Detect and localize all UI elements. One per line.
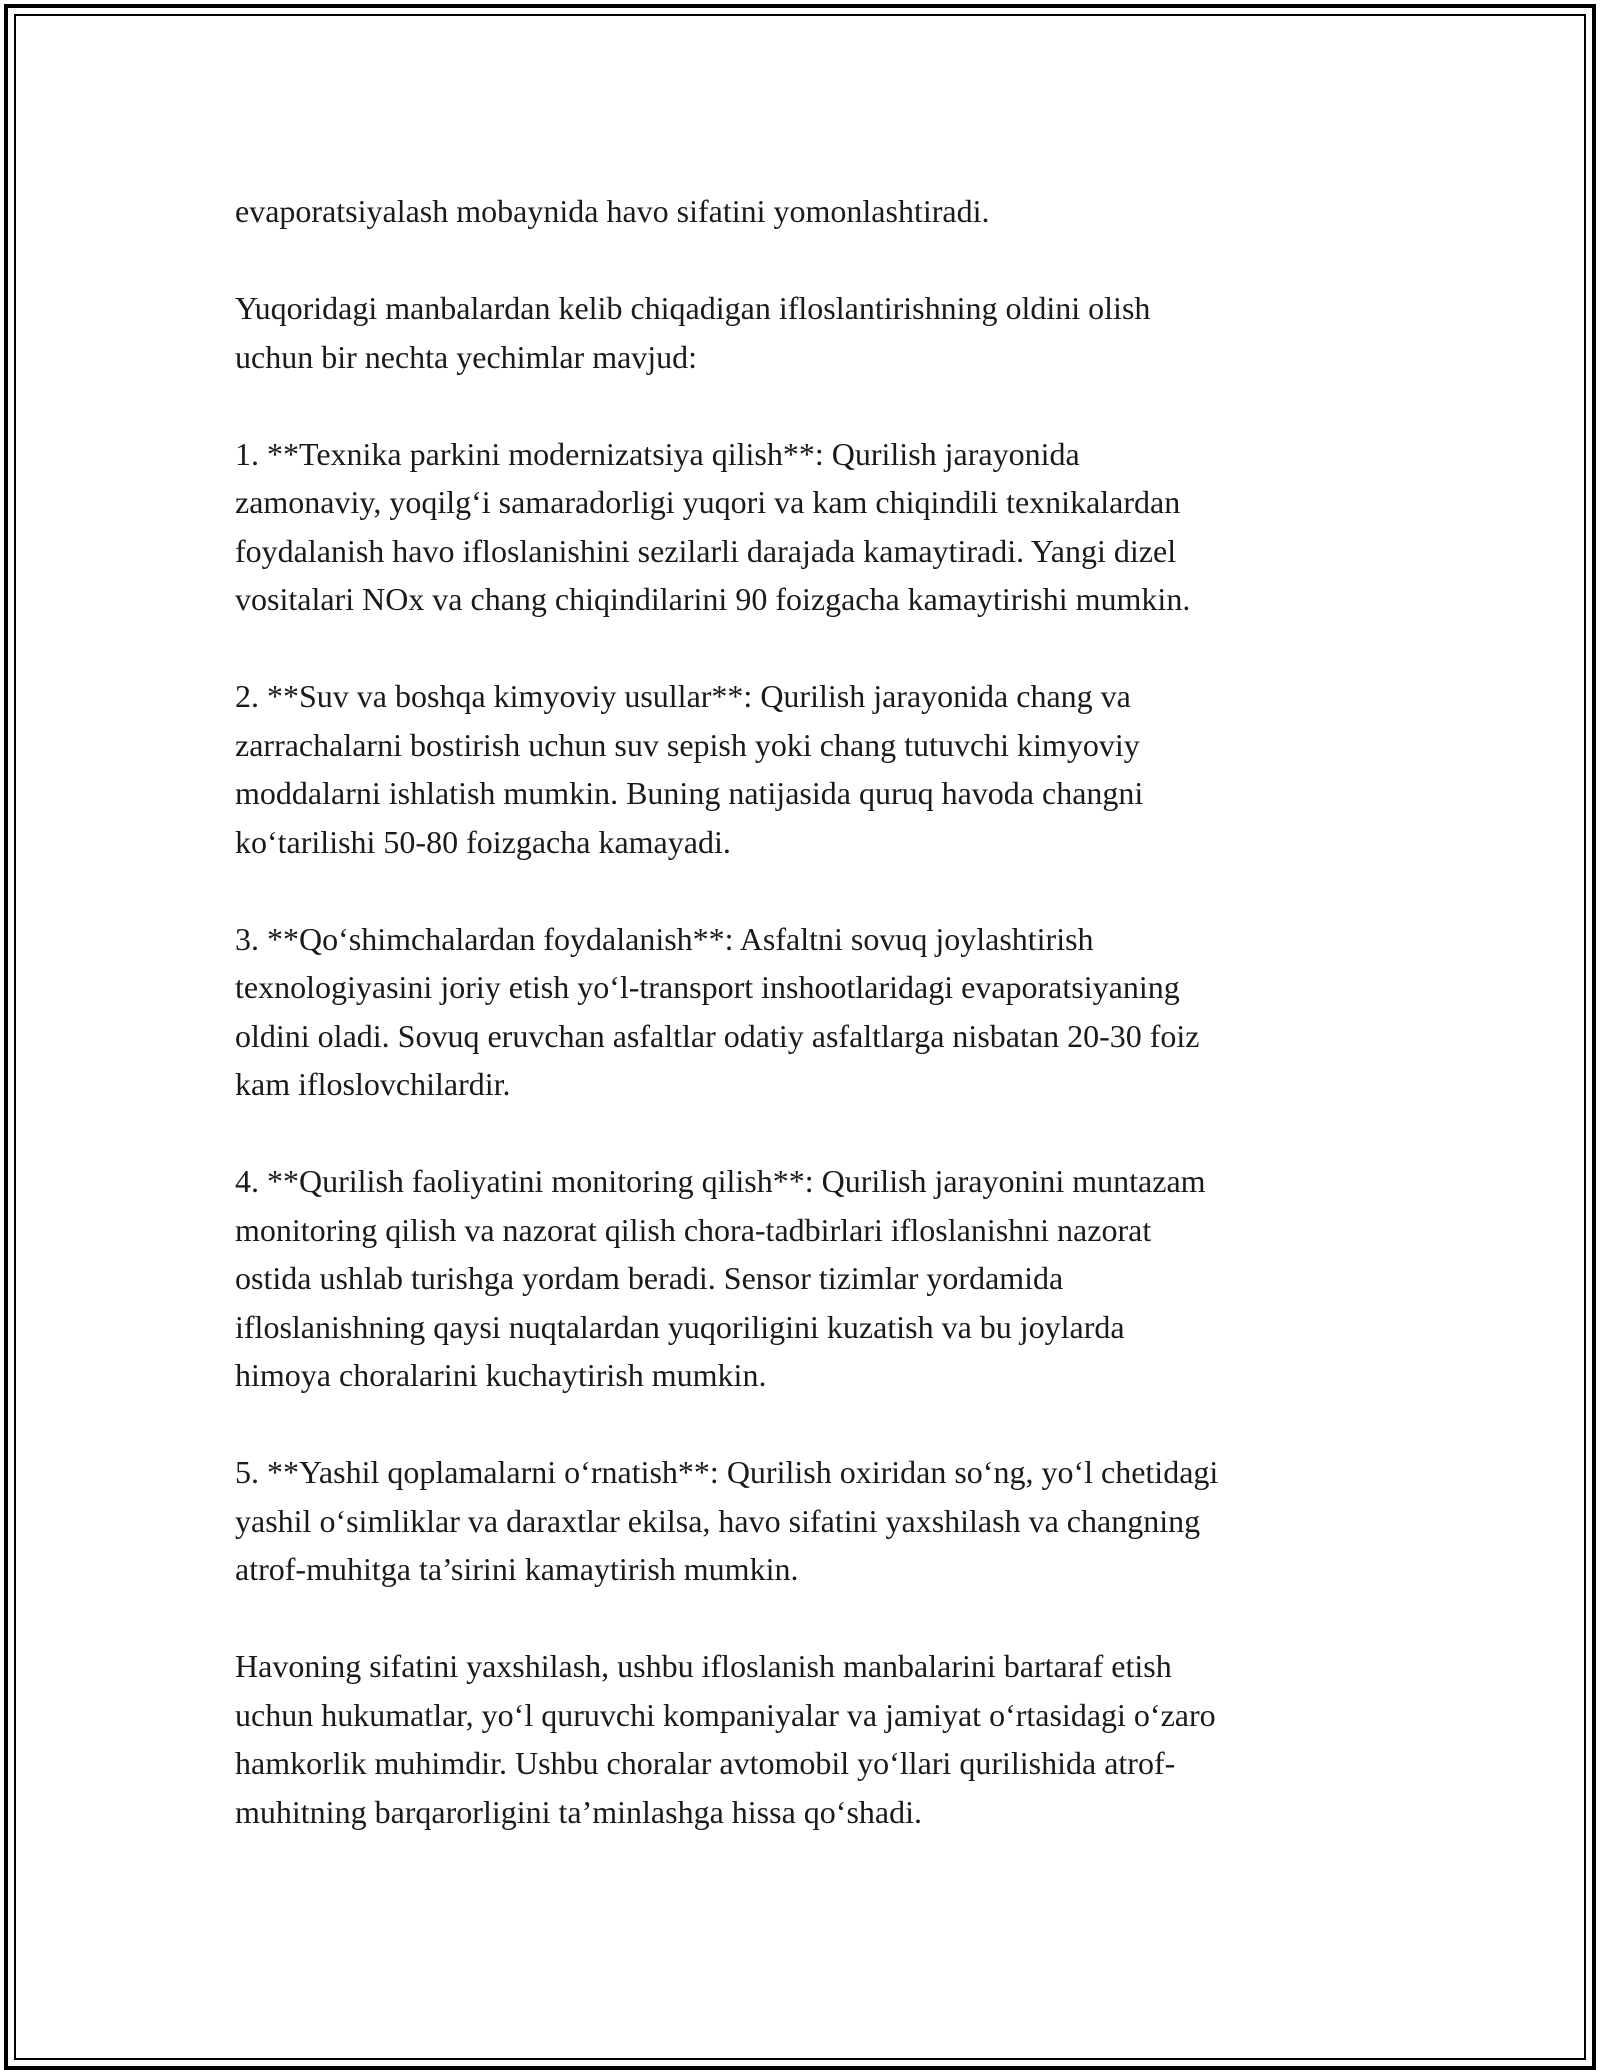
list-item-3: 3. **Qo‘shimchalardan foydalanish**: Asfaltni sovuq joylashtirish texnologiyasini joriy etish yo‘l-transport inshootlaridagi evaporatsiyaning oldini oladi. Sovuq eruvchan asfaltlar odatiy asfaltlarga nisbatan 20-30 foiz kam ifloslovchilardir.: [235, 920, 1200, 1102]
list-item-2: 2. **Suv va boshqa kimyoviy usullar**: Qurilish jarayonida chang va zarrachalarni bostirish uchun suv sepish yoki chang tutuvchi kimyoviy moddalarni ishlatish mumkin. Buning natijasida quruq havoda changni ko‘tarilishi 50-80 foizgacha kamayadi.: [235, 678, 1144, 860]
list-item-5: 5. **Yashil qoplamalarni o‘rnatish**: Qurilish oxiridan so‘ng, yo‘l chetidagi yashil o‘simliklar va daraxtlar ekilsa, havo sifatini yaxshilash va changning atrof-muhitga ta’sirini kamaytirish mumkin.: [235, 1454, 1219, 1587]
document-body: [235, 187, 1375, 1836]
paragraph-intro-continuation: evaporatsiyalash mobaynida havo sifatini yomonlashtiradi.: [235, 193, 990, 229]
paragraph-solutions-intro: Yuqoridagi manbalardan kelib chiqadigan ifloslantirishning oldini olish uchun bir nechta yechimlar mavjud:: [235, 290, 1151, 375]
list-item-4: 4. **Qurilish faoliyatini monitoring qilish**: Qurilish jarayonini muntazam monitoring qilish va nazorat qilish chora-tadbirlari ifloslanishni nazorat ostida ushlab turishga yordam beradi. Sensor tizimlar yordamida ifloslanishning qaysi nuqtalardan yuqoriligini kuzatish va bu joylarda himoya choralarini kuchaytirish mumkin.: [235, 1163, 1206, 1393]
paragraph-conclusion: Havoning sifatini yaxshilash, ushbu ifloslanish manbalarini bartaraf etish uchun hukumatlar, yo‘l quruvchi kompaniyalar va jamiyat o‘rtasidagi o‘zaro hamkorlik muhimdir. Ushbu choralar avtomobil yo‘llari qurilishida atrof- muhitning barqarorligini ta’minlashga hissa qo‘shadi.: [235, 1648, 1216, 1830]
list-item-1: 1. **Texnika parkini modernizatsiya qilish**: Qurilish jarayonida zamonaviy, yoqilg‘i samaradorligi yuqori va kam chiqindili texnikalardan foydalanish havo ifloslanishini sezilarli darajada kamaytiradi. Yangi dizel vositalari NOx va chang chiqindilarini 90 foizgacha kamaytirishi mumkin.: [235, 435, 1191, 617]
